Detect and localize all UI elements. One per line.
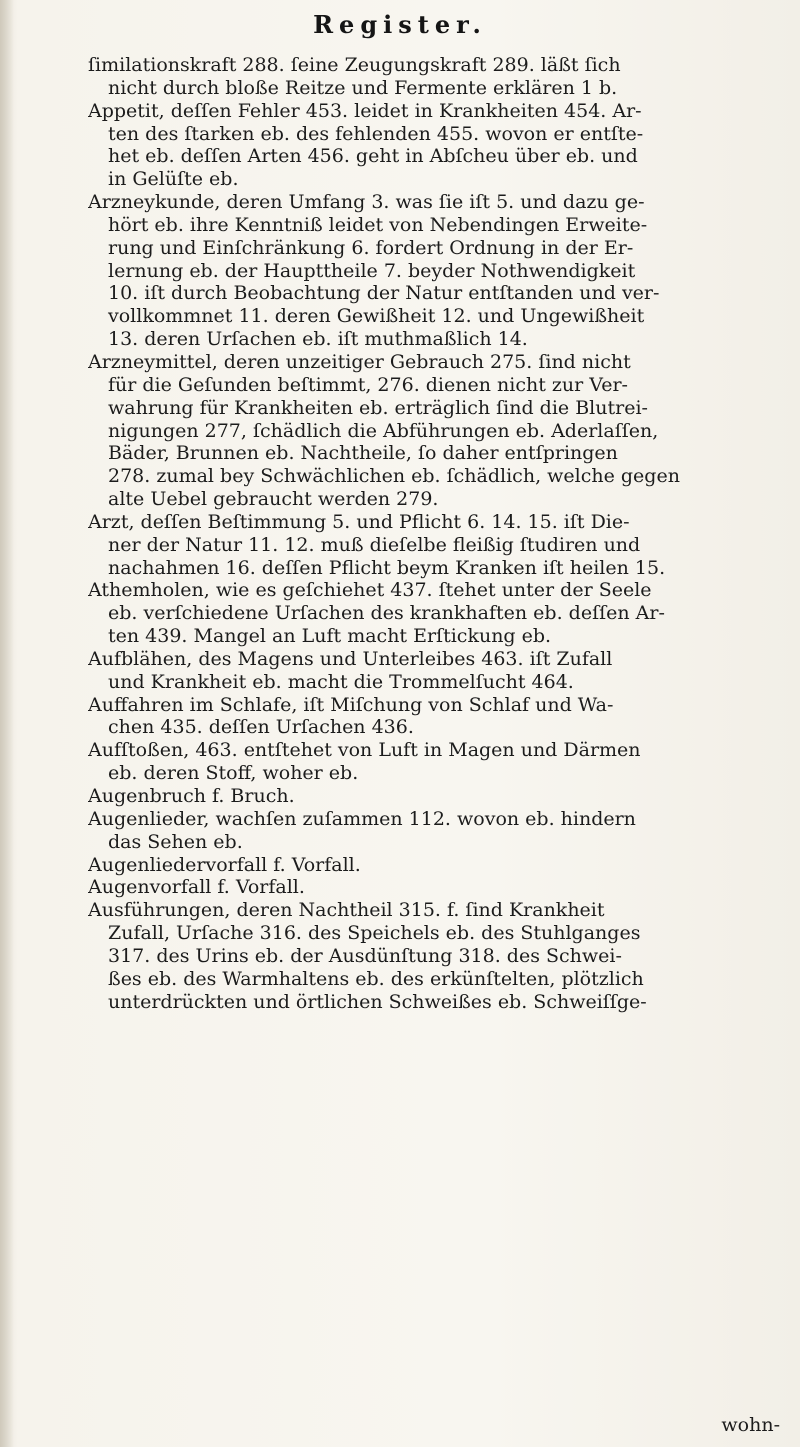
text-line: hört eb. ihre Kenntniß leidet von Nebendingen Erweite- (108, 213, 648, 236)
text-line: eb. verſchiedene Urſachen des krankhaften eb. deſſen Ar- (108, 602, 665, 625)
text-line: Auffahren im Schlafe, iſt Miſchung von Schlaf und Wa- (88, 693, 614, 716)
text-line: vollkommnet 11. deren Gewißheit 12. und Ungewißheit (108, 305, 645, 328)
register-text (88, 54, 764, 1013)
text-line: Arzneymittel, deren unzeitiger Gebrauch 275. ſind nicht (88, 350, 631, 373)
text-line: das Sehen eb. (108, 830, 243, 853)
text-line: 317. des Urins eb. der Ausdünſtung 318. des Schwei- (108, 944, 622, 967)
text-line: Bäder, Brunnen eb. Nachtheile, ſo daher entſpringen (108, 442, 618, 465)
text-line: und Krankheit eb. macht die Trommelſucht 464. (108, 670, 574, 693)
text-line: unterdrückten und örtlichen Schweißes eb. Schweiſſge- (108, 990, 647, 1013)
text-line: ßes eb. des Warmhaltens eb. des erkünſtelten, plötzlich (108, 967, 644, 990)
text-line: für die Geſunden beſtimmt, 276. dienen nicht zur Ver- (108, 373, 628, 396)
text-line: Aufblähen, des Magens und Unterleibes 463. iſt Zufall (88, 647, 613, 670)
text-line: chen 435. deſſen Urſachen 436. (108, 716, 414, 739)
page-gutter-shadow (0, 0, 14, 1447)
text-line: nicht durch bloße Reitze und Fermente erklären 1 b. (108, 76, 618, 99)
text-line: 13. deren Urſachen eb. iſt muthmaßlich 14. (108, 328, 528, 351)
text-line: Athemholen, wie es geſchiehet 437. ſtehet unter der Seele (88, 579, 652, 602)
text-line: in Gelüſte eb. (108, 168, 239, 191)
text-line: Augenbruch f. Bruch. (88, 785, 295, 807)
text-line: Augenlieder, wachſen zuſammen 112. wovon eb. hindern (88, 807, 636, 830)
text-line: ten 439. Mangel an Luft macht Erſtickung eb. (108, 625, 552, 648)
text-line: Ausführungen, deren Nachtheil 315. f. ſind Krankheit (88, 899, 605, 922)
text-line: Appetit, deſſen Fehler 453. leidet in Krankheiten 454. Ar- (88, 99, 642, 122)
catchword: wohn- (721, 1414, 780, 1436)
text-line: ner der Natur 11. 12. muß dieſelbe fleißig ſtudiren und (108, 533, 641, 556)
text-line: Aufſtoßen, 463. entſtehet von Luft in Magen und Därmen (88, 739, 641, 762)
text-line: Arzneykunde, deren Umfang 3. was ſie iſt 5. und dazu ge- (88, 191, 645, 214)
text-line: Augenvorfall f. Vorfall. (88, 876, 305, 899)
text-line: Arzt, deſſen Beſtimmung 5. und Pflicht 6. 14. 15. iſt Die- (88, 510, 630, 533)
text-line: alte Uebel gebraucht werden 279. (108, 488, 439, 511)
text-line: eb. deren Stoff, woher eb. (108, 762, 359, 785)
text-line: nachahmen 16. deſſen Pflicht beym Kranken iſt heilen 15. (108, 556, 666, 579)
text-line: lernung eb. der Haupttheile 7. beyder Nothwendigkeit (108, 259, 636, 282)
text-line: het eb. deſſen Arten 456. geht in Abſcheu über eb. und (108, 145, 638, 168)
text-line: ten des ſtarken eb. des fehlenden 455. wovon er entſte- (108, 122, 644, 145)
text-line: 278. zumal bey Schwächlichen eb. ſchädlich, welche gegen (108, 465, 680, 488)
text-line: nigungen 277, ſchädlich die Abführungen eb. Aderlaſſen, (108, 419, 659, 442)
text-line: Zufall, Urſache 316. des Speichels eb. des Stuhlganges (108, 922, 641, 945)
text-line: rung und Einſchränkung 6. fordert Ordnung in der Er- (108, 236, 634, 259)
page-header: Register. (313, 10, 487, 39)
text-line: wahrung für Krankheiten eb. erträglich ſind die Blutrei- (108, 396, 648, 419)
text-line: Augenliedervorfall f. Vorfall. (88, 853, 361, 876)
text-line: 10. iſt durch Beobachtung der Natur entſtanden und ver- (108, 282, 660, 305)
text-line: ſimilationskraft 288. ſeine Zeugungskraft 289. läßt ſich (88, 54, 621, 76)
